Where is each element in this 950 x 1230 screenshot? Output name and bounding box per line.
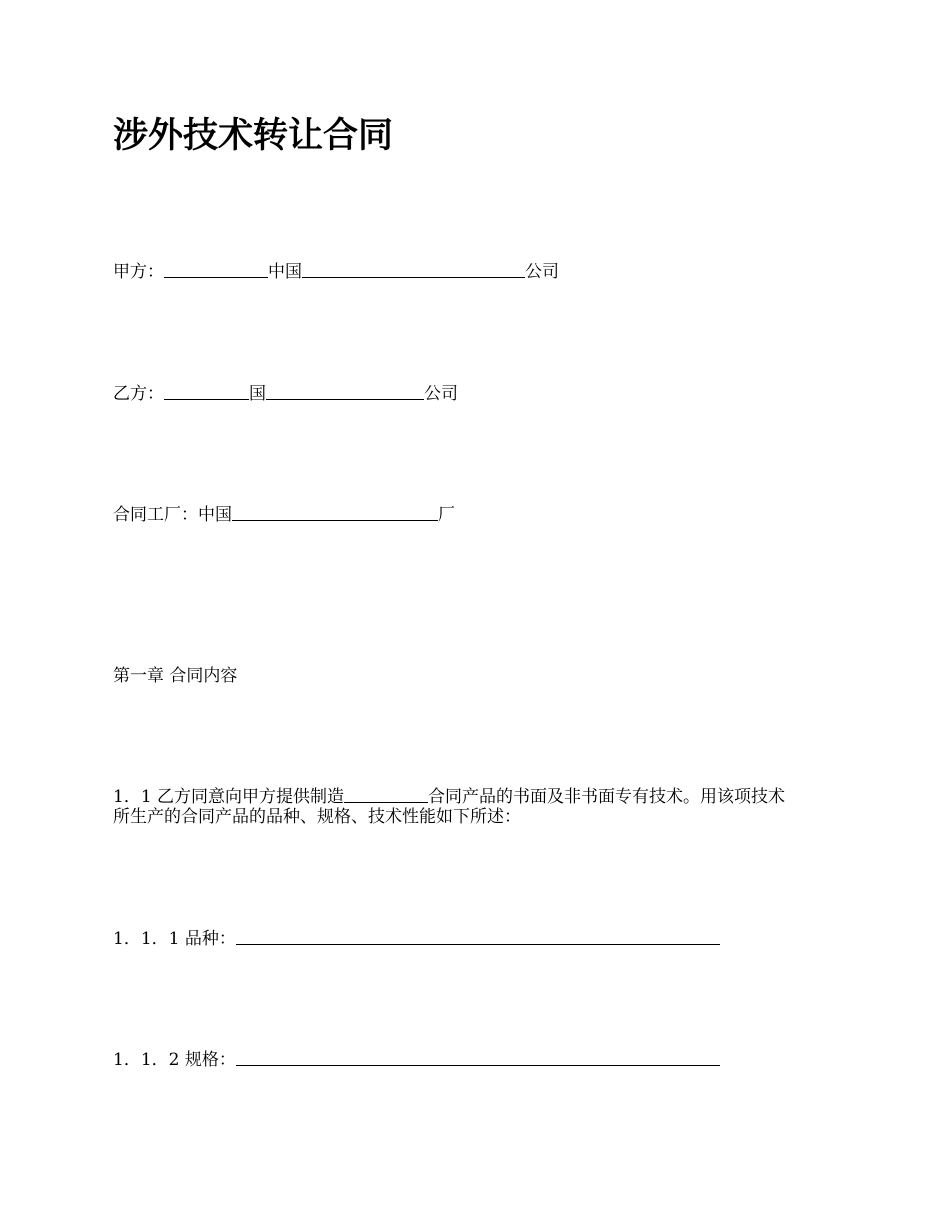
document-title: 涉外技术转让合同 [113,116,394,156]
party-a-suffix: 公司 [525,262,559,282]
clause-1-1-part-2: 合同产品的书面及非书面专有技术。用该项技术 [428,787,786,807]
party-b-suffix: 公司 [424,384,458,404]
clause-1-1-1-blank[interactable] [236,929,720,945]
party-a-country: 中国 [268,262,302,282]
factory-line [113,505,455,525]
clause-1-1-2-label: 1．1．2 规格： [113,1050,236,1070]
clause-1-1 [113,787,837,827]
party-b-label: 乙方： [113,384,164,404]
party-b-line [113,384,458,404]
party-a-blank-2[interactable] [302,262,525,278]
chapter-1-heading: 第一章 合同内容 [113,666,238,686]
party-a-label: 甲方： [113,262,164,282]
factory-label: 合同工厂：中国 [113,505,232,525]
clause-1-1-row-2: 所生产的合同产品的品种、规格、技术性能如下所述： [113,807,521,827]
party-a-blank-1[interactable] [164,262,268,278]
clause-1-1-1-label: 1．1．1 品种： [113,929,236,949]
factory-blank[interactable] [232,505,438,521]
clause-1-1-1-line [113,929,720,949]
clause-1-1-2-line [113,1050,720,1070]
party-a-line [113,262,559,282]
clause-1-1-blank[interactable] [344,787,428,803]
factory-suffix: 厂 [438,505,455,525]
clause-1-1-row-1 [113,787,837,807]
party-b-blank-1[interactable] [164,384,249,400]
clause-1-1-2-blank[interactable] [236,1050,720,1066]
party-b-blank-2[interactable] [266,384,424,400]
party-b-country: 国 [249,384,266,404]
clause-1-1-part-1: 1．1 乙方同意向甲方提供制造 [113,787,345,807]
